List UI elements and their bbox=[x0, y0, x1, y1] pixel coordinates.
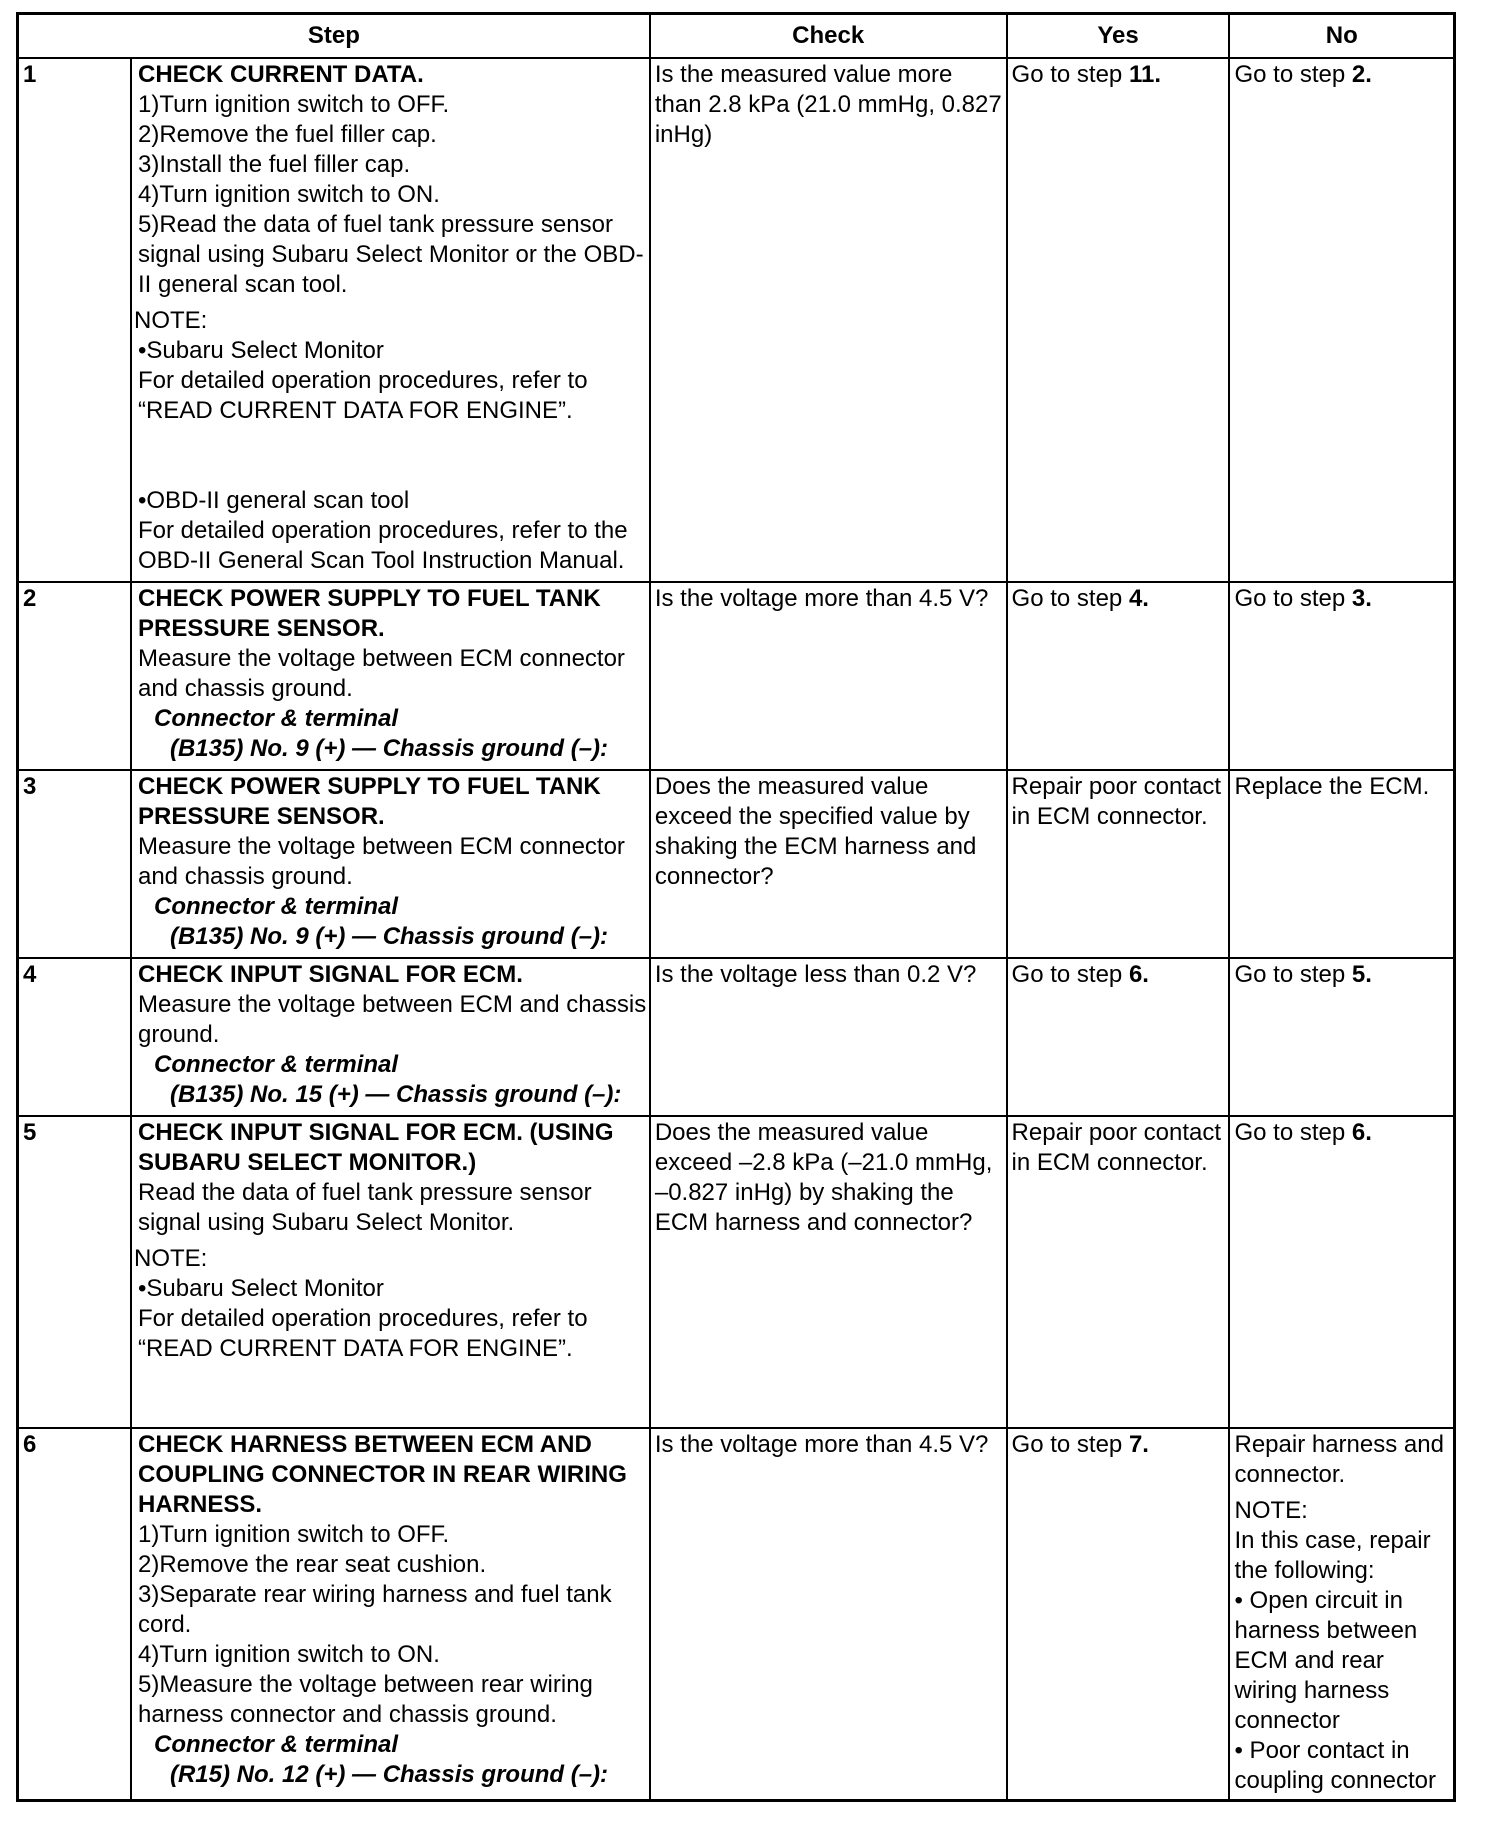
step-number: 1 bbox=[18, 58, 131, 582]
no-cell: Replace the ECM. bbox=[1229, 770, 1454, 958]
step-title: CHECK INPUT SIGNAL FOR ECM. bbox=[137, 961, 523, 988]
table-row bbox=[18, 1116, 1455, 1428]
step-body: 1)Turn ignition switch to OFF. 2)Remove the fuel filler cap. 3)Install the fuel filler cap. 4)Turn ignition switch to ON. 5)Read the data of fuel tank pressure sensor signal using Subaru Select Monitor or the OBD-II general scan tool. bbox=[137, 91, 644, 298]
yes-step-link: 11. bbox=[1128, 61, 1161, 88]
step-number: 5 bbox=[18, 1116, 131, 1428]
no-cell bbox=[1229, 582, 1454, 770]
no-text: Go to step bbox=[1234, 585, 1352, 612]
header-check: Check bbox=[650, 14, 1007, 59]
no-step-link: 3. bbox=[1351, 585, 1372, 612]
yes-text: Go to step bbox=[1011, 585, 1129, 612]
step-title: CHECK POWER SUPPLY TO FUEL TANK PRESSURE SENSOR. bbox=[137, 773, 601, 830]
no-step-link: 5. bbox=[1351, 961, 1372, 988]
no-text: Go to step bbox=[1234, 961, 1352, 988]
step-cell bbox=[131, 58, 650, 582]
yes-cell bbox=[1007, 1428, 1230, 1800]
connector-terminal-label: Connector & terminal bbox=[153, 705, 399, 732]
yes-step-link: 4. bbox=[1128, 585, 1149, 612]
check-cell: Does the measured value exceed the specified value by shaking the ECM harness and connector? bbox=[650, 770, 1007, 958]
connector-terminal-label: Connector & terminal bbox=[153, 1731, 399, 1758]
yes-text: Go to step bbox=[1011, 1431, 1129, 1458]
yes-cell: Repair poor contact in ECM connector. bbox=[1007, 1116, 1230, 1428]
step-cell bbox=[131, 1116, 650, 1428]
table-row bbox=[18, 1428, 1455, 1800]
yes-step-link: 7. bbox=[1128, 1431, 1149, 1458]
no-cell bbox=[1229, 958, 1454, 1116]
no-text: Go to step bbox=[1234, 61, 1352, 88]
step-body: 1)Turn ignition switch to OFF. 2)Remove the rear seat cushion. 3)Separate rear wiring harness and fuel tank cord. 4)Turn ignition switch to ON. 5)Measure the voltage between rear wiring harness connector and chassis ground. bbox=[137, 1521, 612, 1728]
no-cell bbox=[1229, 58, 1454, 582]
no-step-link: 6. bbox=[1351, 1119, 1372, 1146]
yes-step-link: 6. bbox=[1128, 961, 1149, 988]
step-number: 4 bbox=[18, 958, 131, 1116]
step-number: 2 bbox=[18, 582, 131, 770]
step-number: 3 bbox=[18, 770, 131, 958]
step-cell bbox=[131, 582, 650, 770]
step-body: Measure the voltage between ECM connector and chassis ground. bbox=[137, 833, 625, 890]
connector-terminal-value: (B135) No. 15 (+) — Chassis ground (–): bbox=[169, 1081, 622, 1108]
step-title: CHECK HARNESS BETWEEN ECM AND COUPLING CONNECTOR IN REAR WIRING HARNESS. bbox=[137, 1431, 627, 1518]
table-row bbox=[18, 958, 1455, 1116]
no-text: Go to step bbox=[1234, 1119, 1352, 1146]
note-label: NOTE: bbox=[133, 1245, 208, 1272]
step-cell bbox=[131, 770, 650, 958]
yes-cell bbox=[1007, 582, 1230, 770]
header-yes: Yes bbox=[1007, 14, 1230, 59]
connector-terminal-label: Connector & terminal bbox=[153, 1051, 399, 1078]
check-cell: Is the voltage less than 0.2 V? bbox=[650, 958, 1007, 1116]
step-body: Measure the voltage between ECM connector and chassis ground. bbox=[137, 645, 625, 702]
yes-cell bbox=[1007, 958, 1230, 1116]
connector-terminal-value: (B135) No. 9 (+) — Chassis ground (–): bbox=[169, 923, 609, 950]
step-title: CHECK INPUT SIGNAL FOR ECM. (USING SUBARU SELECT MONITOR.) bbox=[137, 1119, 614, 1176]
yes-text: Go to step bbox=[1011, 61, 1129, 88]
step-body: Read the data of fuel tank pressure sensor signal using Subaru Select Monitor. bbox=[137, 1179, 592, 1236]
diagnostic-table bbox=[16, 12, 1456, 1802]
step-number: 6 bbox=[18, 1428, 131, 1800]
check-cell: Is the measured value more than 2.8 kPa (21.0 mmHg, 0.827 inHg) bbox=[650, 58, 1007, 582]
connector-terminal-value: (R15) No. 12 (+) — Chassis ground (–): bbox=[169, 1761, 609, 1788]
header-no: No bbox=[1229, 14, 1454, 59]
header-step: Step bbox=[18, 14, 650, 59]
connector-terminal-label: Connector & terminal bbox=[153, 893, 399, 920]
table-row bbox=[18, 770, 1455, 958]
no-step-link: 2. bbox=[1351, 61, 1372, 88]
note-text: •Subaru Select Monitor For detailed operation procedures, refer to “READ CURRENT DATA FOR ENGINE”. bbox=[137, 337, 588, 424]
no-cell bbox=[1229, 1428, 1454, 1800]
check-cell: Is the voltage more than 4.5 V? bbox=[650, 582, 1007, 770]
note-label: NOTE: bbox=[1234, 1497, 1308, 1524]
step-title: CHECK POWER SUPPLY TO FUEL TANK PRESSURE SENSOR. bbox=[137, 585, 601, 642]
note-label: NOTE: bbox=[133, 307, 208, 334]
note-text: •Subaru Select Monitor For detailed operation procedures, refer to “READ CURRENT DATA FOR ENGINE”. bbox=[137, 1275, 588, 1362]
yes-cell: Repair poor contact in ECM connector. bbox=[1007, 770, 1230, 958]
yes-text: Go to step bbox=[1011, 961, 1129, 988]
no-text: Repair harness and connector. bbox=[1234, 1431, 1444, 1488]
table-row bbox=[18, 582, 1455, 770]
step-cell bbox=[131, 958, 650, 1116]
note-text: •OBD-II general scan tool For detailed operation procedures, refer to the OBD-II General Scan Tool Instruction Manual. bbox=[137, 487, 628, 574]
table-row bbox=[18, 58, 1455, 582]
step-body: Measure the voltage between ECM and chassis ground. bbox=[137, 991, 647, 1048]
connector-terminal-value: (B135) No. 9 (+) — Chassis ground (–): bbox=[169, 735, 609, 762]
step-cell bbox=[131, 1428, 650, 1800]
yes-cell bbox=[1007, 58, 1230, 582]
check-cell: Does the measured value exceed –2.8 kPa (–21.0 mmHg, –0.827 inHg) by shaking the ECM harness and connector? bbox=[650, 1116, 1007, 1428]
step-title: CHECK CURRENT DATA. bbox=[137, 61, 424, 88]
note-text: In this case, repair the following: • Open circuit in harness between ECM and rear wiring harness connector • Poor contact in coupling connector bbox=[1234, 1527, 1436, 1794]
check-cell: Is the voltage more than 4.5 V? bbox=[650, 1428, 1007, 1800]
no-cell bbox=[1229, 1116, 1454, 1428]
table-header-row bbox=[18, 14, 1455, 59]
